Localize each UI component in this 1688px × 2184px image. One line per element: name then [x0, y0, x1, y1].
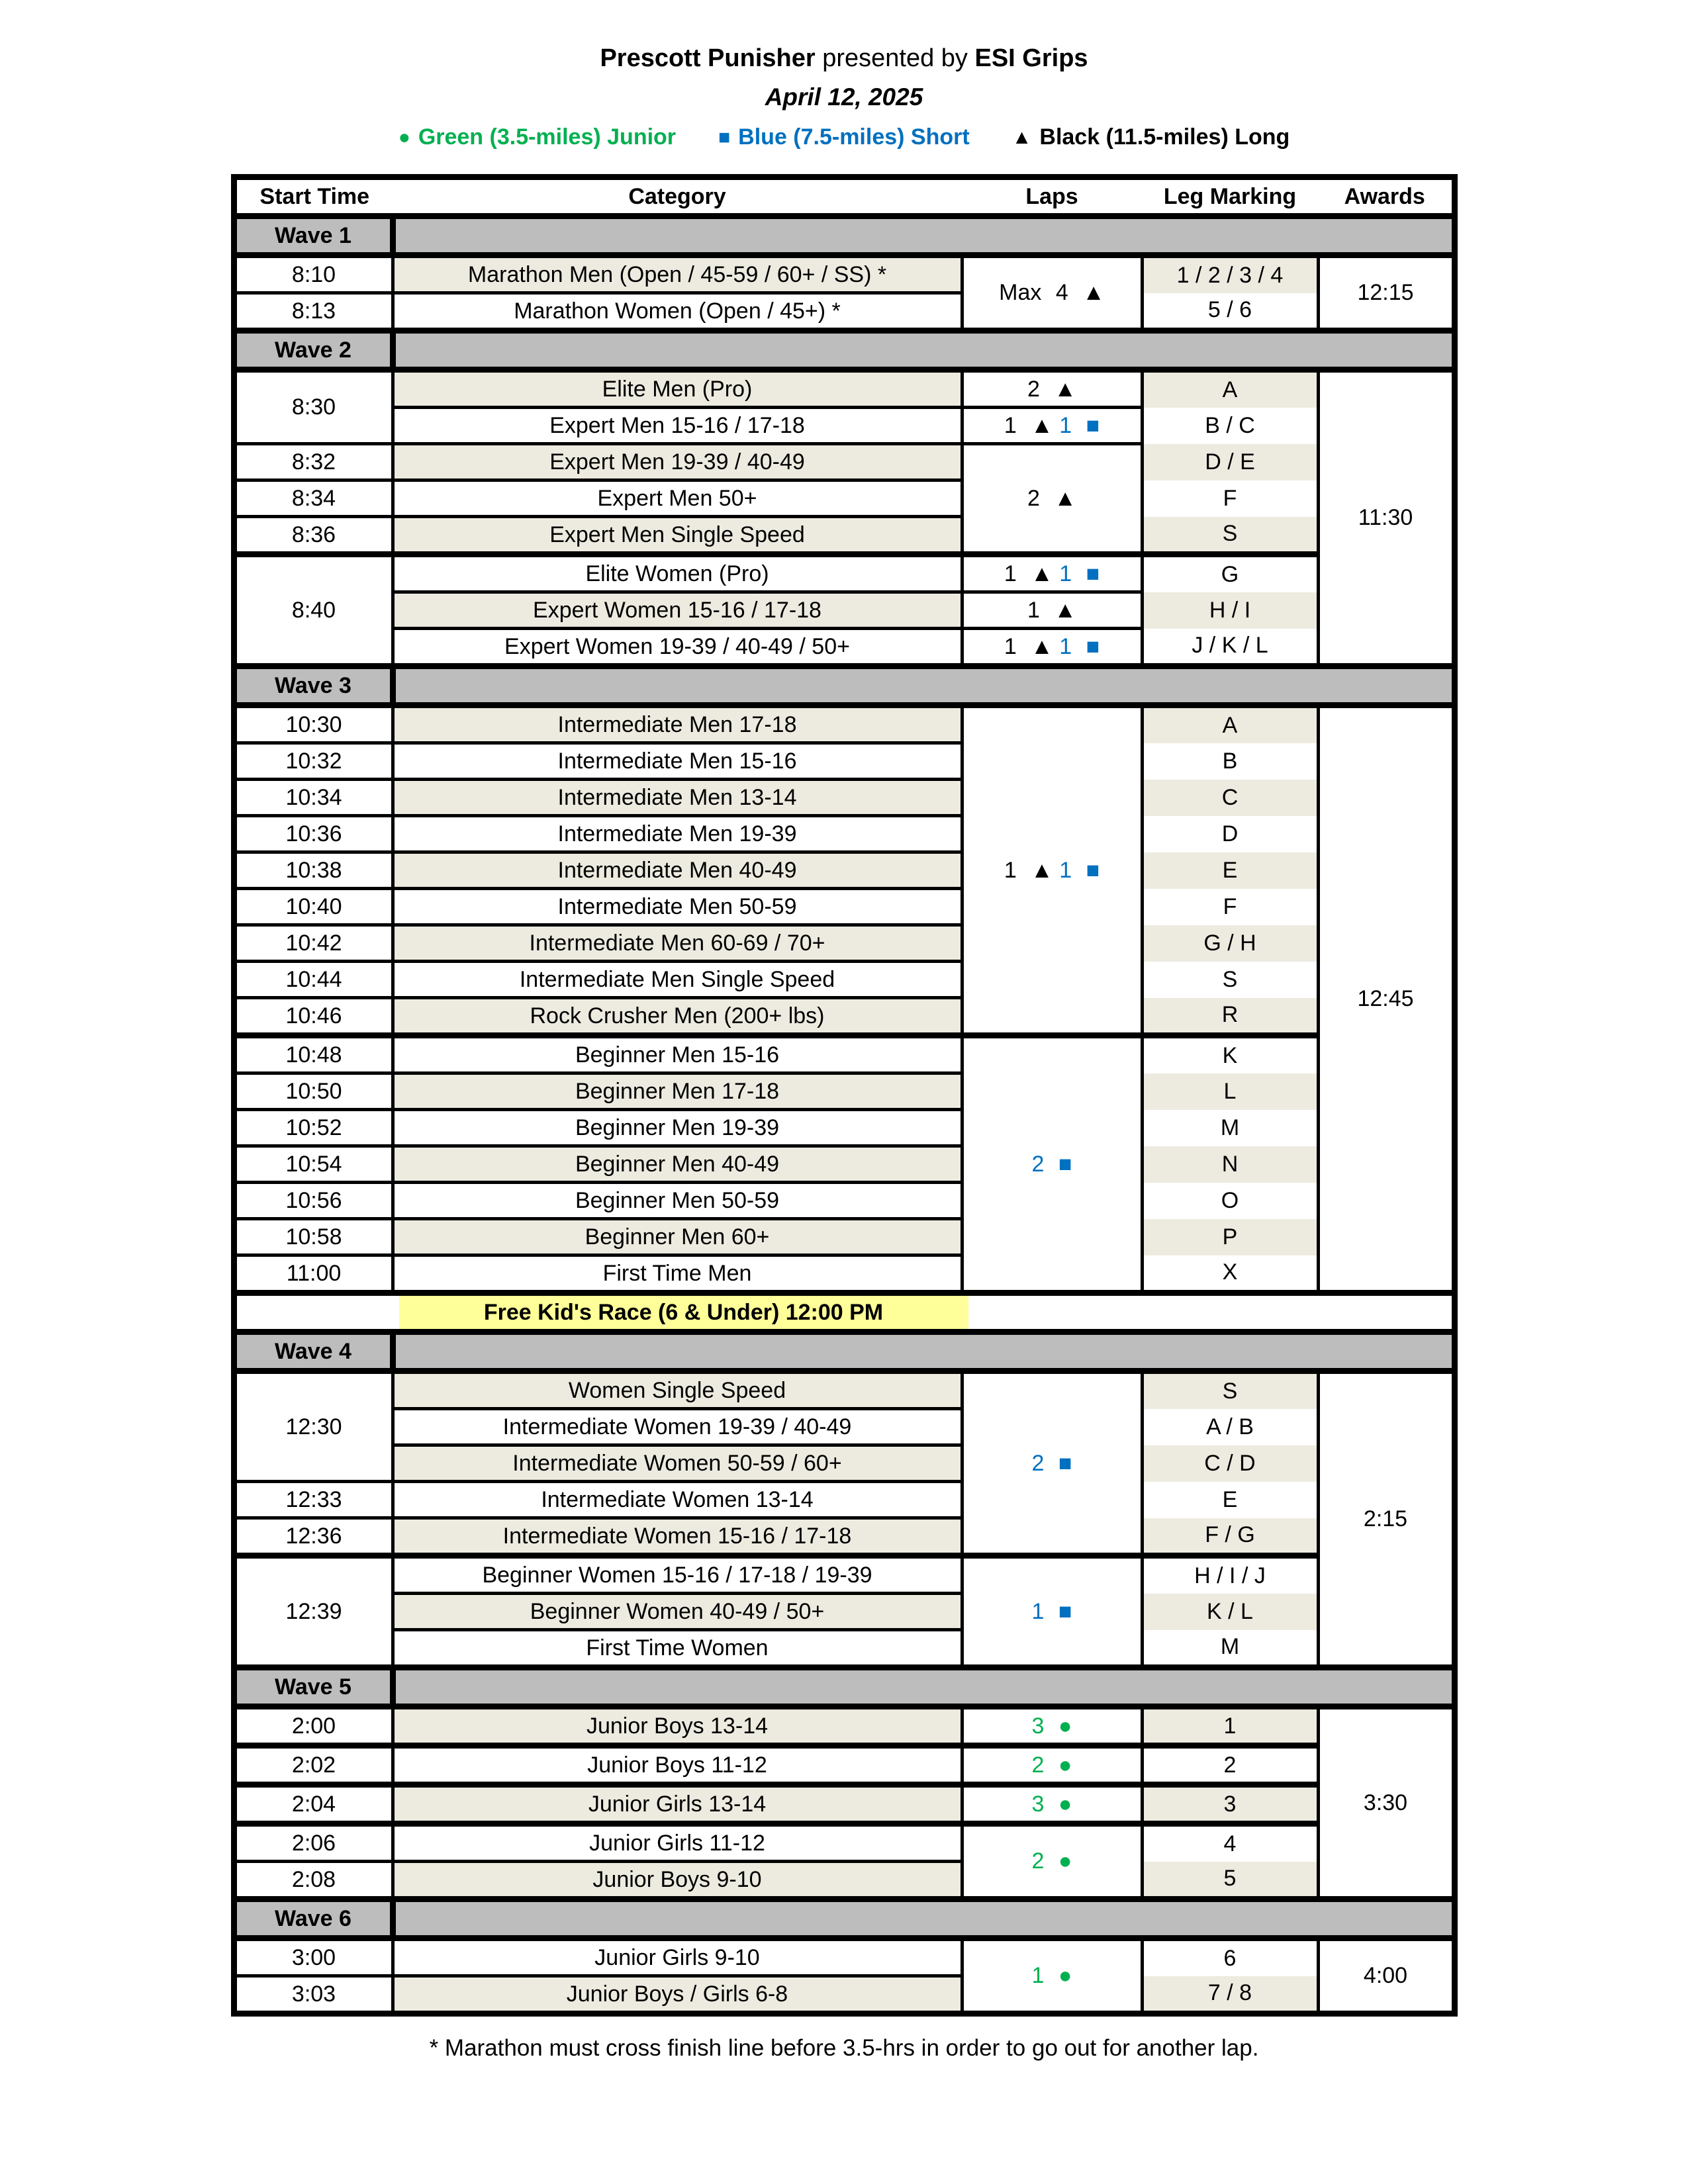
start-time-cell: 10:56 — [234, 1183, 393, 1219]
laps-junior: 2 ● — [1031, 1848, 1072, 1874]
start-time-cell: 12:36 — [234, 1518, 393, 1556]
category-cell: Expert Men Single Speed — [393, 517, 962, 555]
laps-cell — [962, 592, 1142, 629]
legend-short — [718, 124, 970, 150]
leg-marking-cell: F / G — [1142, 1518, 1318, 1556]
wave-header-row — [234, 1332, 1454, 1371]
wave-header-row — [234, 216, 1454, 255]
laps-junior: 3 ● — [1031, 1713, 1072, 1739]
leg-marking-cell: S — [1142, 517, 1318, 555]
wave-header-row — [234, 331, 1454, 370]
wave-label: Wave 2 — [234, 331, 393, 370]
category-cell: Junior Boys 9-10 — [393, 1862, 962, 1899]
laps-cell — [962, 1824, 1142, 1899]
leg-marking-cell: R — [1142, 998, 1318, 1036]
schedule-row — [234, 370, 1454, 408]
schedule-row — [234, 255, 1454, 293]
wave-header-filler — [393, 666, 1454, 705]
schedule-row — [234, 592, 1454, 629]
start-time-cell: 8:36 — [234, 517, 393, 555]
wave-header-filler — [393, 1332, 1454, 1371]
col-header-awards: Awards — [1318, 177, 1454, 216]
laps-short: 1 ■ — [1059, 561, 1100, 586]
awards-cell: 11:30 — [1318, 370, 1454, 666]
category-cell: Intermediate Men 40-49 — [393, 852, 962, 889]
category-cell: First Time Women — [393, 1630, 962, 1668]
start-time-cell: 2:02 — [234, 1746, 393, 1785]
category-cell: Intermediate Women 13-14 — [393, 1482, 962, 1518]
laps-cell — [962, 1746, 1142, 1785]
start-time-cell: 10:44 — [234, 962, 393, 998]
col-header-category: Category — [393, 177, 962, 216]
leg-marking-cell: D — [1142, 816, 1318, 852]
start-time-cell: 11:00 — [234, 1255, 393, 1293]
schedule-row — [234, 1518, 1454, 1556]
category-cell: Rock Crusher Men (200+ lbs) — [393, 998, 962, 1036]
leg-marking-cell: J / K / L — [1142, 629, 1318, 666]
kids-race-banner: Free Kid's Race (6 & Under) 12:00 PM — [399, 1296, 968, 1329]
laps-junior: 3 ● — [1031, 1791, 1072, 1817]
leg-marking-cell: G — [1142, 555, 1318, 592]
leg-marking-cell: 5 — [1142, 1862, 1318, 1899]
leg-marking-cell: K / L — [1142, 1594, 1318, 1630]
start-time-cell: 2:04 — [234, 1785, 393, 1824]
leg-marking-cell: F — [1142, 480, 1318, 517]
category-cell: Elite Men (Pro) — [393, 370, 962, 408]
start-time-cell: 8:32 — [234, 444, 393, 480]
laps-cell — [962, 1707, 1142, 1746]
start-time-cell: 8:30 — [234, 370, 393, 444]
schedule-row — [234, 444, 1454, 480]
schedule-row — [234, 1556, 1454, 1594]
wave-label: Wave 6 — [234, 1899, 393, 1938]
category-cell: Junior Boys / Girls 6-8 — [393, 1976, 962, 2014]
start-time-cell: 3:00 — [234, 1938, 393, 1976]
wave-header-row — [234, 1899, 1454, 1938]
laps-cell — [962, 1785, 1142, 1824]
category-cell: Beginner Men 60+ — [393, 1219, 962, 1255]
laps-short: 2 ■ — [1031, 1450, 1072, 1476]
leg-marking-cell: 7 / 8 — [1142, 1976, 1318, 2014]
awards-cell: 12:15 — [1318, 255, 1454, 331]
title-connector: presented by — [815, 44, 975, 72]
leg-marking-cell: A — [1142, 705, 1318, 743]
laps-cell — [962, 255, 1142, 331]
start-time-cell: 10:48 — [234, 1036, 393, 1073]
wave-header-row — [234, 666, 1454, 705]
category-cell: Beginner Men 19-39 — [393, 1110, 962, 1146]
start-time-cell: 10:46 — [234, 998, 393, 1036]
awards-cell: 2:15 — [1318, 1371, 1454, 1668]
category-cell: Intermediate Men 50-59 — [393, 889, 962, 925]
start-time-cell: 8:34 — [234, 480, 393, 517]
schedule-row — [234, 480, 1454, 517]
category-cell: Beginner Women 15-16 / 17-18 / 19-39 — [393, 1556, 962, 1594]
header-row — [234, 177, 1454, 216]
category-cell: Marathon Men (Open / 45-59 / 60+ / SS) * — [393, 255, 962, 293]
laps-short: 1 ■ — [1059, 857, 1100, 883]
category-cell: Elite Women (Pro) — [393, 555, 962, 592]
laps-long: 1 ▲ — [1004, 633, 1053, 659]
col-header-leg-marking: Leg Marking — [1142, 177, 1318, 216]
laps-short: 2 ■ — [1031, 1151, 1072, 1177]
start-time-cell: 10:40 — [234, 889, 393, 925]
start-time-cell: 8:40 — [234, 555, 393, 666]
wave-header-filler — [393, 1668, 1454, 1707]
wave-header-filler — [393, 331, 1454, 370]
category-cell: Junior Boys 13-14 — [393, 1707, 962, 1746]
laps-cell — [962, 629, 1142, 666]
category-cell: Intermediate Men Single Speed — [393, 962, 962, 998]
laps-cell — [962, 555, 1142, 592]
awards-cell: 3:30 — [1318, 1707, 1454, 1899]
wave-label: Wave 3 — [234, 666, 393, 705]
leg-marking-cell: M — [1142, 1630, 1318, 1668]
schedule-table — [231, 174, 1458, 2017]
laps-cell — [962, 1938, 1142, 2014]
start-time-cell: 12:30 — [234, 1371, 393, 1482]
schedule-row — [234, 517, 1454, 555]
marathon-footnote: * Marathon must cross finish line before 3.5-hrs in order to go out for another lap. — [429, 2035, 1259, 2061]
schedule-row — [234, 705, 1454, 743]
category-cell: Beginner Men 50-59 — [393, 1183, 962, 1219]
schedule-row — [234, 852, 1454, 889]
green-circle-icon: ● — [398, 126, 410, 148]
event-name: Prescott Punisher — [600, 44, 816, 72]
schedule-row — [234, 1036, 1454, 1073]
laps-long: 1 ▲ — [1004, 561, 1053, 586]
leg-marking-cell: A / B — [1142, 1409, 1318, 1445]
start-time-cell: 10:50 — [234, 1073, 393, 1110]
leg-marking-cell: S — [1142, 1371, 1318, 1409]
leg-marking-cell: E — [1142, 1482, 1318, 1518]
schedule-row — [234, 1938, 1454, 1976]
category-cell: Expert Women 19-39 / 40-49 / 50+ — [393, 629, 962, 666]
category-cell: First Time Men — [393, 1255, 962, 1293]
category-cell: Beginner Men 15-16 — [393, 1036, 962, 1073]
laps-cell — [962, 370, 1142, 408]
laps-short: 1 ■ — [1059, 633, 1100, 659]
category-cell: Intermediate Men 13-14 — [393, 780, 962, 816]
schedule-row — [234, 780, 1454, 816]
start-time-cell: 10:32 — [234, 743, 393, 780]
category-cell: Intermediate Women 19-39 / 40-49 — [393, 1409, 962, 1445]
schedule-row — [234, 1255, 1454, 1293]
wave-header-filler — [393, 216, 1454, 255]
start-time-cell: 10:34 — [234, 780, 393, 816]
awards-cell: 12:45 — [1318, 705, 1454, 1293]
wave-header-row — [234, 1668, 1454, 1707]
category-cell: Intermediate Women 15-16 / 17-18 — [393, 1518, 962, 1556]
laps-long: 1 ▲ — [1027, 597, 1076, 623]
category-cell: Junior Girls 11-12 — [393, 1824, 962, 1862]
schedule-row — [234, 925, 1454, 962]
schedule-row — [234, 1371, 1454, 1409]
leg-marking-cell: H / I / J — [1142, 1556, 1318, 1594]
schedule-row — [234, 1073, 1454, 1110]
start-time-cell: 10:42 — [234, 925, 393, 962]
course-legend — [234, 124, 1454, 150]
laps-cell — [962, 408, 1142, 444]
category-cell: Intermediate Men 60-69 / 70+ — [393, 925, 962, 962]
leg-marking-cell: X — [1142, 1255, 1318, 1293]
category-cell: Beginner Men 17-18 — [393, 1073, 962, 1110]
schedule-row — [234, 743, 1454, 780]
leg-marking-cell: K — [1142, 1036, 1318, 1073]
category-cell: Expert Men 50+ — [393, 480, 962, 517]
schedule-row — [234, 1594, 1454, 1630]
laps-cell — [962, 1556, 1142, 1668]
schedule-row — [234, 408, 1454, 444]
schedule-row — [234, 555, 1454, 592]
schedule-row — [234, 1862, 1454, 1899]
laps-long: 2 ▲ — [1027, 376, 1076, 402]
laps-junior: 1 ● — [1031, 1963, 1072, 1988]
start-time-cell: 2:00 — [234, 1707, 393, 1746]
category-cell: Junior Girls 13-14 — [393, 1785, 962, 1824]
leg-marking-cell: F — [1142, 889, 1318, 925]
leg-marking-cell: 1 / 2 / 3 / 4 — [1142, 255, 1318, 293]
kids-race-cell — [234, 1293, 1454, 1332]
leg-marking-cell: H / I — [1142, 592, 1318, 629]
category-cell: Expert Men 15-16 / 17-18 — [393, 408, 962, 444]
wave-header-filler — [393, 1899, 1454, 1938]
start-time-cell: 8:13 — [234, 293, 393, 331]
laps-short: 1 ■ — [1059, 412, 1100, 438]
legend-junior — [399, 124, 676, 150]
start-time-cell: 10:30 — [234, 705, 393, 743]
laps-long: 2 ▲ — [1027, 485, 1076, 511]
page-title — [234, 44, 1454, 73]
leg-marking-cell: D / E — [1142, 444, 1318, 480]
leg-marking-cell: M — [1142, 1110, 1318, 1146]
schedule-row — [234, 1707, 1454, 1746]
leg-marking-cell: 3 — [1142, 1785, 1318, 1824]
leg-marking-cell: N — [1142, 1146, 1318, 1183]
awards-cell: 4:00 — [1318, 1938, 1454, 2014]
black-triangle-icon: ▲ — [1011, 126, 1032, 148]
schedule-row — [234, 1482, 1454, 1518]
laps-long: 1 ▲ — [1004, 857, 1053, 883]
leg-marking-cell: 1 — [1142, 1707, 1318, 1746]
col-header-laps: Laps — [962, 177, 1142, 216]
leg-marking-cell: B / C — [1142, 408, 1318, 444]
leg-marking-cell: C / D — [1142, 1445, 1318, 1482]
start-time-cell: 12:33 — [234, 1482, 393, 1518]
schedule-row — [234, 293, 1454, 331]
start-time-cell: 8:10 — [234, 255, 393, 293]
schedule-row — [234, 1976, 1454, 2014]
page-header — [234, 44, 1454, 150]
schedule-row — [234, 816, 1454, 852]
category-cell: Beginner Men 40-49 — [393, 1146, 962, 1183]
sponsor-name: ESI Grips — [974, 44, 1088, 72]
laps-junior: 2 ● — [1031, 1752, 1072, 1778]
category-cell: Junior Boys 11-12 — [393, 1746, 962, 1785]
legend-short-label: Blue (7.5-miles) Short — [738, 124, 970, 150]
category-cell: Expert Men 19-39 / 40-49 — [393, 444, 962, 480]
schedule-row — [234, 1746, 1454, 1785]
leg-marking-cell: 6 — [1142, 1938, 1318, 1976]
schedule-row — [234, 1630, 1454, 1668]
leg-marking-cell: E — [1142, 852, 1318, 889]
start-time-cell: 12:39 — [234, 1556, 393, 1668]
category-cell: Beginner Women 40-49 / 50+ — [393, 1594, 962, 1630]
col-header-start-time: Start Time — [234, 177, 393, 216]
category-cell: Expert Women 15-16 / 17-18 — [393, 592, 962, 629]
legend-long — [1012, 124, 1290, 150]
blue-square-icon: ■ — [718, 126, 731, 148]
start-time-cell: 10:36 — [234, 816, 393, 852]
category-cell: Marathon Women (Open / 45+) * — [393, 293, 962, 331]
category-cell: Intermediate Men 17-18 — [393, 705, 962, 743]
event-date: April 12, 2025 — [765, 83, 923, 111]
schedule-row — [234, 998, 1454, 1036]
schedule-row — [234, 1445, 1454, 1482]
start-time-cell: 3:03 — [234, 1976, 393, 2014]
legend-long-label: Black (11.5-miles) Long — [1039, 124, 1290, 150]
schedule-row — [234, 1409, 1454, 1445]
leg-marking-cell: L — [1142, 1073, 1318, 1110]
schedule-row — [234, 889, 1454, 925]
start-time-cell: 2:06 — [234, 1824, 393, 1862]
schedule-row — [234, 1824, 1454, 1862]
leg-marking-cell: 2 — [1142, 1746, 1318, 1785]
schedule-row — [234, 629, 1454, 666]
start-time-cell: 10:58 — [234, 1219, 393, 1255]
laps-cell — [962, 444, 1142, 555]
schedule-row — [234, 1219, 1454, 1255]
schedule-row — [234, 1785, 1454, 1824]
laps-cell — [962, 1036, 1142, 1293]
category-cell: Intermediate Men 19-39 — [393, 816, 962, 852]
leg-marking-cell: B — [1142, 743, 1318, 780]
category-cell: Intermediate Men 15-16 — [393, 743, 962, 780]
leg-marking-cell: P — [1142, 1219, 1318, 1255]
leg-marking-cell: S — [1142, 962, 1318, 998]
wave-label: Wave 4 — [234, 1332, 393, 1371]
start-time-cell: 10:54 — [234, 1146, 393, 1183]
start-time-cell: 10:38 — [234, 852, 393, 889]
schedule-row — [234, 962, 1454, 998]
leg-marking-cell: C — [1142, 780, 1318, 816]
kids-race-row — [234, 1293, 1454, 1332]
leg-marking-cell: G / H — [1142, 925, 1318, 962]
table-header — [234, 177, 1454, 216]
schedule-row — [234, 1110, 1454, 1146]
category-cell: Women Single Speed — [393, 1371, 962, 1409]
laps-cell — [962, 1371, 1142, 1556]
legend-junior-label: Green (3.5-miles) Junior — [418, 124, 677, 150]
laps-long: 1 ▲ — [1004, 412, 1053, 438]
start-time-cell: 10:52 — [234, 1110, 393, 1146]
leg-marking-cell: 4 — [1142, 1824, 1318, 1862]
leg-marking-cell: O — [1142, 1183, 1318, 1219]
wave-label: Wave 5 — [234, 1668, 393, 1707]
laps-long: Max 4 ▲ — [999, 280, 1105, 305]
schedule-row — [234, 1146, 1454, 1183]
category-cell: Intermediate Women 50-59 / 60+ — [393, 1445, 962, 1482]
leg-marking-cell: A — [1142, 370, 1318, 408]
leg-marking-cell: 5 / 6 — [1142, 293, 1318, 331]
wave-label: Wave 1 — [234, 216, 393, 255]
laps-cell — [962, 705, 1142, 1036]
schedule-row — [234, 1183, 1454, 1219]
start-time-cell: 2:08 — [234, 1862, 393, 1899]
laps-short: 1 ■ — [1031, 1598, 1072, 1624]
category-cell: Junior Girls 9-10 — [393, 1938, 962, 1976]
